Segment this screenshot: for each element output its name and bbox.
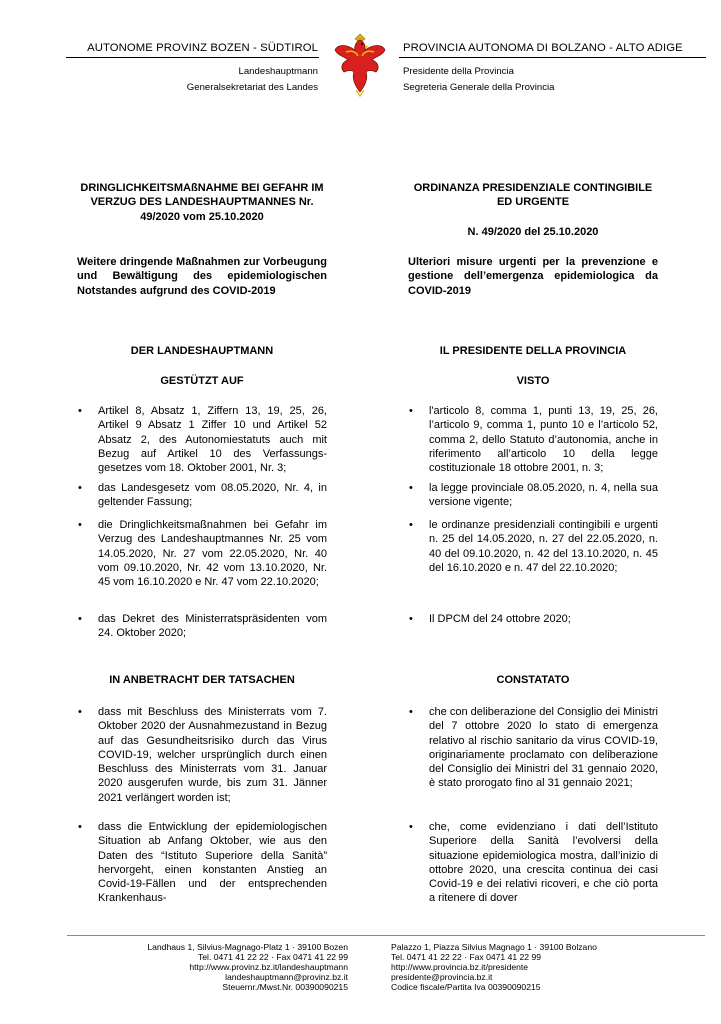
doc-title-de: DRINGLICHKEITSMAßNAHME BEI GEFAHR IM VERZUG DES LANDESHAUPTMANNES Nr. 49/2020 vom 25.10.2020	[80, 182, 324, 223]
constatato-heading-de: IN ANBETRACHT DER TATSACHEN	[109, 674, 295, 686]
footer-link-de[interactable]: http://www.provinz.bz.it/landeshauptmann	[189, 962, 348, 972]
subject-it: Ulteriori misure urgenti per la prevenzione e gestione dell’emergenza epidemiologica da COVID-2019	[408, 256, 658, 297]
subject-de: Weitere dringende Maßnahmen zur Vorbeugung und Bewältigung des epidemiologischen Notstandes aufgrund des COVID-2019	[77, 256, 327, 297]
authority-de: DER LANDESHAUPTMANN	[130, 345, 274, 357]
visto-item-de: • das Dekret des Ministerratspräsidenten vom 24. Oktober 2020;	[77, 612, 327, 641]
visto-item-it: • Il DPCM del 24 ottobre 2020;	[408, 612, 658, 626]
constatato-item-it: • che con deliberazione del Consiglio dei Ministri del 7 ottobre 2020 lo stato di emergenza relativo al rischio sanitario da virus COVID-19, originariamente proclamato con deliberazione del Consiglio dei Ministri del 31 gennaio 2020, è stato prorogato fino al 31 gennaio 2021;	[408, 705, 658, 791]
constatato-item-de: • dass mit Beschluss des Ministerrats vom 7. Oktober 2020 der Ausnahmezustand in Bezug auf das Gesundheitsrisiko durch das Virus COVID-19, welcher ursprünglich durch einen Beschluss des Ministerrats vom 31. Januar 2020 ausgerufen wurde, bis zum 31. Jänner 2021 verlängert worden ist;	[77, 705, 327, 805]
authority-it: IL PRESIDENTE DELLA PROVINCIA	[439, 345, 627, 357]
header-left-sub2: Generalsekretariat des Landes	[186, 82, 318, 93]
footer-line-de: Landhaus 1, Silvius-Magnago-Platz 1 · 39100 Bozen	[147, 942, 348, 952]
footer-line-it: Palazzo 1, Piazza Silvius Magnago 1 · 39100 Bolzano	[391, 942, 597, 952]
footer-line-de: Tel. 0471 41 22 22 · Fax 0471 41 22 99	[197, 952, 348, 962]
doc-title-it: ORDINANZA PRESIDENZIALE CONTINGIBILE ED URGENTE	[413, 182, 653, 209]
header-rule-right	[399, 57, 706, 58]
header-rule-left	[66, 57, 319, 58]
footer-line-it: Tel. 0471 41 22 22 · Fax 0471 41 22 99	[391, 952, 542, 962]
header-left-title: AUTONOME PROVINZ BOZEN - SÜDTIROL	[87, 42, 318, 54]
visto-item-de: • Artikel 8, Absatz 1, Ziffern 13, 19, 25, 26, Artikel 9 Absatz 1 Ziffer 10 und Artikel 52 Absatz 2, des Autonomiestatuts auch mit Bezug auf Artikel 10 des Verfassungs-gesetzes vom 18. Oktober 2001, Nr. 3;	[77, 404, 327, 475]
eagle-coat-of-arms-icon	[332, 30, 388, 98]
constatato-item-it: • che, come evidenziano i dati dell’Istituto Superiore della Sanità l’evolversi della situazione epidemiologica mostra, dall’inizio di ottobre 2020, una crescita continua dei casi Covid-19 e dei relativi ricoveri, e che ciò porta a ritenere di dover	[408, 820, 658, 906]
header-right-sub2: Segreteria Generale della Provincia	[403, 82, 555, 93]
visto-item-it: • l'articolo 8, comma 1, punti 13, 19, 25, 26, l’articolo 9, comma 1, punto 10 e l’articolo 52, comma 2, dello Statuto d’autonomia, anche in riferimento all’articolo 10 della legge costituzionale 18 ottobre 2001, n. 3;	[408, 404, 658, 475]
visto-heading-de: GESTÜTZT AUF	[160, 375, 244, 387]
visto-item-de: • die Dringlichkeitsmaßnahmen bei Gefahr im Verzug des Landeshauptmannes Nr. 25 vom 14.05.2020, Nr. 27 vom 22.05.2020, Nr. 40 vom 09.10.2020, Nr. 42 vom 13.10.2020, Nr. 45 vom 16.10.2020 e Nr. 47 vom 22.10.2020;	[77, 518, 327, 589]
visto-item-de: • das Landesgesetz vom 08.05.2020, Nr. 4, in geltender Fassung;	[77, 481, 327, 510]
header-right-title: PROVINCIA AUTONOMA DI BOLZANO - ALTO ADIGE	[403, 42, 683, 54]
footer-rule	[67, 935, 705, 936]
doc-number-it: N. 49/2020 del 25.10.2020	[467, 226, 599, 238]
constatato-heading-it: CONSTATATO	[496, 674, 570, 686]
footer-email-de[interactable]: landeshauptmann@provinz.bz.it	[225, 972, 348, 982]
visto-item-it: • la legge provinciale 08.05.2020, n. 4, nella sua versione vigente;	[408, 481, 658, 510]
footer-line-de: Steuernr./Mwst.Nr. 00390090215	[222, 982, 348, 992]
footer-line-it: Codice fiscale/Partita Iva 00390090215	[391, 982, 541, 992]
visto-item-it: • le ordinanze presidenziali contingibili e urgenti n. 25 del 14.05.2020, n. 27 del 22.05.2020, n. 40 del 09.10.2020, n. 42 del 13.10.2020, n. 45 del 16.10.2020 e n. 47 del 22.10.2020;	[408, 518, 658, 575]
footer-email-it[interactable]: presidente@provincia.bz.it	[391, 972, 493, 982]
footer-link-it[interactable]: http://www.provincia.bz.it/presidente	[391, 962, 529, 972]
constatato-item-de: • dass die Entwicklung der epidemiologischen Situation ab Anfang Oktober, wie aus den Daten des “Istituto Superiore della Sanità” hervorgeht, einen konstanten Anstieg an Covid-19-Fällen und der entsprechenden Krankenhaus-	[77, 820, 327, 906]
header-left-sub1: Landeshauptmann	[238, 66, 318, 77]
header-right-sub1: Presidente della Provincia	[403, 66, 514, 77]
visto-heading-it: VISTO	[516, 375, 550, 387]
